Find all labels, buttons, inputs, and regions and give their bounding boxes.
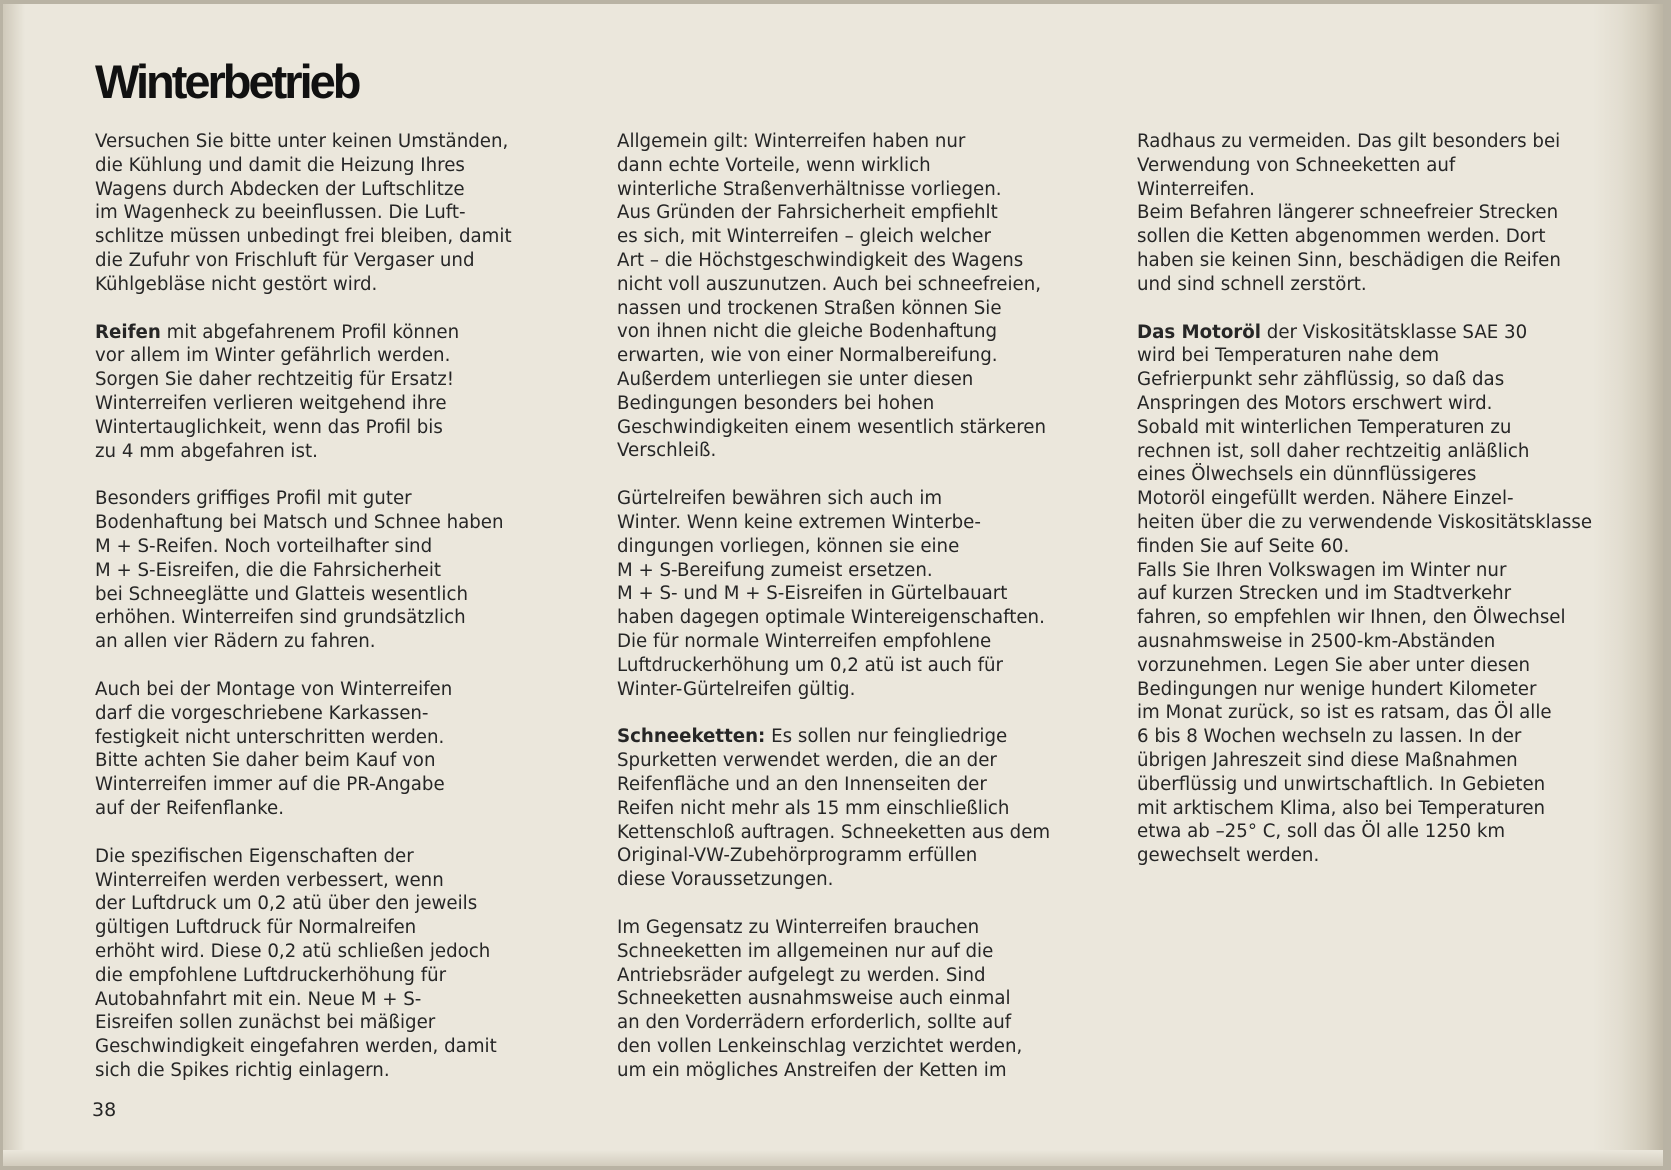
text-column-1 <box>95 130 565 1107</box>
paragraph-chain-usage: Im Gegensatz zu Winterreifen brauchen Schneeketten im allgemeinen nur auf die Antriebsräder aufgelegt zu werden. Sind Schneeketten ausnahmsweise auch einmal an den Vorderrädern erforderlich, sollte auf den vollen Lenkeinschlag verzichtet werden, um ein mögliches Anstreifen der Ketten im <box>617 916 1023 1081</box>
paragraph-cooling: Versuchen Sie bitte unter keinen Umständen, die Kühlung und damit die Heizung Ihres Wagens durch Abdecken der Luftschlitze im Wagenheck zu beeinflussen. Die Luft- schlitze müssen unbedingt frei bleiben, damit die Zufuhr von Frischluft für Vergaser und Kühlgebläse nicht gestört wird. <box>95 131 512 295</box>
paragraph-tires <box>95 321 565 464</box>
paragraph-lead: Das Motoröl <box>1137 321 1262 343</box>
paragraph-ms-tires: Besonders griffiges Profil mit guter Bodenhaftung bei Matsch und Schnee haben M + S-Reifen. Noch vorteilhafter sind M + S-Eisreifen, die die Fahrsicherheit bei Schneeglätte und Glatteis wesentlich erhöhen. Winterreifen sind grundsätzlich an allen vier Rädern zu fahren. <box>95 488 504 653</box>
paragraph-general: Allgemein gilt: Winterreifen haben nur dann echte Vorteile, wenn wirklich winterliche Straßenverhältnisse vorliegen. Aus Gründen der Fahrsicherheit empfiehlt es sich, mit Winterreifen – gleich welcher Art – die Höchstgeschwindigkeit des Wagens nicht voll auszunutzen. Auch bei schneefreien, nassen und trockenen Straßen können Sie von ihnen nicht die gleiche Bodenhaftung erwarten, wie von einer Normalbereifung. Außerdem unterliegen sie unter diesen Bedingungen besonders bei hohen Geschwindigkeiten einem wesentlich stärkeren Verschleiß. <box>617 131 1046 462</box>
manual-page <box>3 4 1663 1166</box>
paragraph-radial-tires: Gürtelreifen bewähren sich auch im Winter. Wenn keine extremen Winterbe- dingungen vorliegen, können sie eine M + S-Bereifung zumeist ersetzen. M + S- und M + S-Eisreifen in Gürtelbauart haben dagegen optimale Wintereigenschaften. Die für normale Winterreifen empfohlene Luftdruckerhöhung um 0,2 atü ist auch für Winter-Gürtelreifen gültig. <box>617 488 1045 700</box>
paragraph-snow-chains <box>617 725 1087 892</box>
paragraph-lead: Reifen <box>95 321 161 343</box>
paragraph-engine-oil <box>1137 321 1617 868</box>
text-column-2 <box>617 130 1087 1106</box>
paragraph-pressure: Die spezifischen Eigenschaften der Winterreifen werden verbessert, wenn der Luftdruck um 0,2 atü über den jeweils gültigen Luftdruck für Normalreifen erhöht wird. Diese 0,2 atü schließen jedoch die empfohlene Luftdruckerhöhung für Autobahnfahrt mit ein. Neue M + S- Eisreifen sollen zunächst bei mäßiger Geschwindigkeit eingefahren werden, damit sich die Spikes richtig einlagern. <box>95 845 497 1081</box>
paragraph-lead: Schneeketten: <box>617 726 766 748</box>
page-number: 38 <box>92 1099 117 1121</box>
paragraph-mounting: Auch bei der Montage von Winterreifen darf die vorgeschriebene Karkassen- festigkeit nicht unterschritten werden. Bitte achten Sie daher beim Kauf von Winterreifen immer auf die PR-Angabe auf der Reifenflanke. <box>95 678 453 819</box>
page-shadow-left <box>3 4 25 1166</box>
text-column-3 <box>1137 130 1617 892</box>
paragraph-body: Es sollen nur feingliedrige Spurketten verwendet werden, die an der Reifenfläche und an den Innenseiten der Reifen nicht mehr als 15 mm einschließlich Kettenschloß auftragen. Schneeketten aus dem Original-VW-Zubehörprogramm erfüllen diese Voraussetzungen. <box>617 726 1051 891</box>
paragraph-wheel-housing: Radhaus zu vermeiden. Das gilt besonders bei Verwendung von Schneeketten auf Winterreifen. Beim Befahren längerer schneefreier Strecken sollen die Ketten abgenommen werden. Dort haben sie keinen Sinn, beschädigen die Reifen und sind schnell zerstört. <box>1137 131 1561 295</box>
paragraph-body: der Viskositätsklasse SAE 30 wird bei Temperaturen nahe dem Gefrierpunkt sehr zähflüssig, so daß das Anspringen des Motors erschwert wird. Sobald mit winterlichen Temperaturen zu rechnen ist, soll daher rechtzeitig anläßlich eines Ölwechsels ein dünnflüssigeres Motoröl eingefüllt werden. Nähere Einzel- heiten über die zu verwendende Viskositätsklasse finden Sie auf Seite 60. Falls Sie Ihren Volkswagen im Winter nur auf kurzen Strecken und im Stadtverkehr fahren, so empfehlen wir Ihnen, den Ölwechsel ausnahmsweise in 2500-km-Abständen vorzunehmen. Legen Sie aber unter diesen Bedingungen nur wenige hundert Kilometer im Monat zurück, so ist es ratsam, das Öl alle 6 bis 8 Wochen wechseln zu lassen. In der übrigen Jahreszeit sind diese Maßnahmen überflüssig und unwirtschaftlich. In Gebieten mit arktischem Klima, also bei Temperaturen etwa ab –25° C, soll das Öl alle 1250 km gewechselt werden. <box>1137 321 1593 867</box>
page-shadow-bottom <box>3 1150 1663 1166</box>
paragraph-body: mit abgefahrenem Profil können vor allem im Winter gefährlich werden. Sorgen Sie daher rechtzeitig für Ersatz! Winterreifen verlieren weitgehend ihre Wintertauglichkeit, wenn das Profil bis zu 4 mm abgefahren ist. <box>95 321 460 462</box>
page-title: Winterbetrieb <box>95 55 359 108</box>
